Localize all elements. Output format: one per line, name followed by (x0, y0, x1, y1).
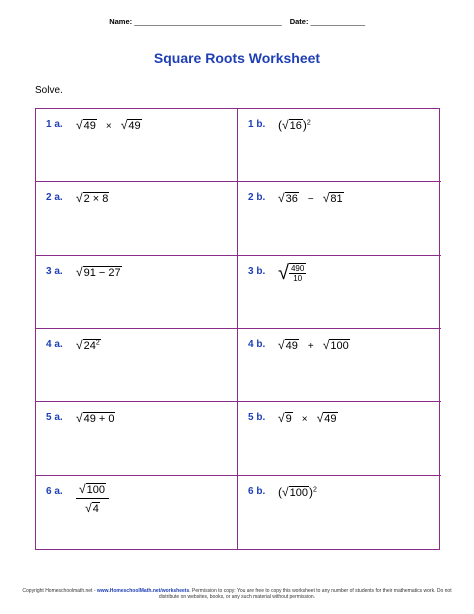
operator: + (307, 341, 314, 352)
sqrt: √49 (76, 118, 96, 132)
problem-2a[interactable] (36, 182, 238, 255)
sqrt: √81 (322, 191, 343, 206)
radical-icon: √ (76, 191, 83, 206)
date-blank[interactable]: ______________ (310, 17, 365, 26)
problem-label: 1 b. (248, 119, 266, 130)
sqrt: √9 (278, 411, 292, 426)
expression (76, 191, 109, 205)
expression: $(√100)^2$ (278, 484, 317, 499)
problem-label: 5 b. (248, 412, 266, 424)
sqrt: √36 (278, 191, 298, 206)
expression (76, 265, 122, 279)
sqrt: √49 + 0 (76, 411, 115, 426)
date-label: Date: (289, 17, 309, 26)
problem-6a[interactable] (36, 476, 238, 549)
problem-2b[interactable] (238, 182, 441, 255)
problem-label: 6 b. (248, 485, 266, 497)
sqrt: √100 (322, 338, 349, 352)
homeschoolmath-link[interactable]: www.HomeschoolMath.net/worksheets (96, 588, 190, 594)
problem-5a[interactable] (36, 402, 238, 475)
problem-5b[interactable] (238, 402, 441, 475)
worksheet-title: Square Roots Worksheet (153, 50, 321, 66)
radical-icon: √ (120, 118, 128, 132)
instruction: Solve. (35, 85, 63, 96)
expression (278, 338, 350, 352)
radical-icon: √ (322, 191, 330, 206)
radical-icon: √ (278, 411, 285, 426)
problem-3b[interactable] (238, 256, 441, 329)
sqrt: √49 (120, 118, 141, 132)
problem-label: 3 a. (46, 265, 63, 277)
expression: $(√16)^2$ (278, 118, 311, 132)
problem-label: 4 b. (248, 339, 266, 350)
expression (278, 411, 338, 425)
operator: × (301, 414, 308, 426)
sqrt: √16 (282, 118, 302, 132)
problem-6b[interactable] (238, 476, 441, 549)
expression (278, 262, 306, 285)
radical-icon: √ (79, 481, 86, 496)
problem-4a[interactable] (36, 329, 238, 402)
radical-icon: √ (76, 118, 83, 132)
expression (76, 338, 101, 352)
radical-icon: √ (278, 191, 285, 206)
fraction: $\frac{490}{10}$ (290, 264, 305, 284)
problem-label: 5 a. (46, 412, 63, 424)
radical-icon: √ (282, 484, 289, 499)
radical-icon: √ (316, 411, 324, 426)
radical-icon: √ (76, 264, 83, 279)
sqrt: √49 (278, 338, 298, 352)
problem-1a[interactable] (36, 109, 238, 182)
problem-4b[interactable] (238, 329, 441, 402)
radical-icon: √ (278, 261, 289, 284)
name-date-line (0, 17, 474, 26)
problem-label: 2 b. (248, 192, 266, 204)
name-blank[interactable]: ______________________________________ (134, 17, 282, 26)
radical-icon: √ (278, 338, 285, 352)
problem-grid (35, 108, 440, 550)
expression (76, 411, 115, 425)
sqrt: √100 (282, 484, 308, 499)
fraction: $\frac{√100}{√4}$ (76, 482, 109, 515)
problem-label: 3 b. (248, 265, 266, 277)
radical-icon: √ (322, 338, 330, 352)
problem-3a[interactable] (36, 256, 238, 329)
copyright-footer: Copyright Homeschoolmath.net - www.HomeschoolMath.net/worksheets. Permission to copy: You are free to copy this worksheet to any number of students for their mathematics work. Do not distribute on websites, books, or any such material without permission. (22, 588, 452, 600)
name-label: Name: (109, 17, 133, 26)
radical-icon: √ (282, 118, 289, 132)
radical-icon: √ (76, 411, 83, 426)
operator: − (307, 194, 314, 206)
operator: × (105, 121, 112, 132)
radical-icon: √ (85, 500, 92, 515)
radical-icon: √ (76, 338, 83, 352)
sqrt: √2 × 8 (76, 191, 109, 206)
problem-label: 6 a. (46, 485, 63, 497)
expression (76, 482, 109, 515)
sqrt: √91 − 27 (76, 264, 121, 279)
problem-label: 1 a. (46, 119, 63, 130)
problem-label: 4 a. (46, 339, 63, 350)
sqrt: $√24^2$ (76, 338, 100, 352)
expression (76, 118, 142, 132)
problem-1b[interactable] (238, 109, 441, 182)
sqrt: √49 (316, 411, 337, 426)
problem-label: 2 a. (46, 192, 63, 204)
expression (278, 191, 344, 205)
